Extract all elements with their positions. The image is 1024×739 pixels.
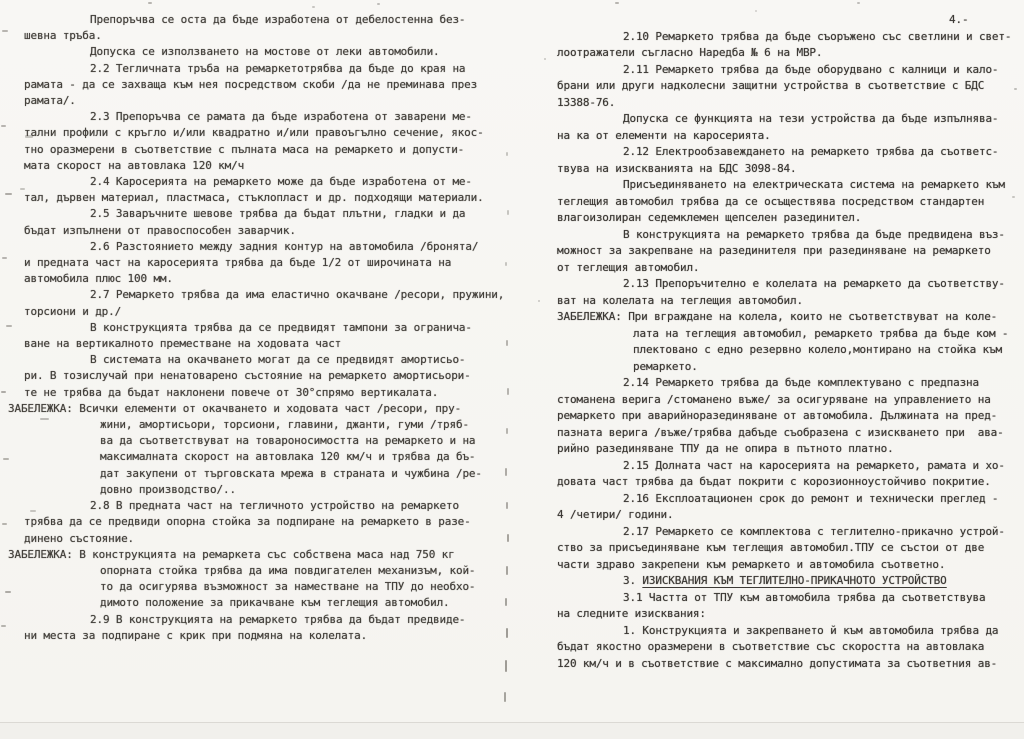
scan-speck <box>980 120 982 122</box>
text-line: 2.11 Ремаркето трябва да бъде оборудвано с калници и кало- <box>623 62 999 76</box>
text-line: и предната част на каросерията трябва да бъде 1/2 от широчината на <box>24 256 452 270</box>
text-line: Присъединяването на електрическата система на ремаркето към <box>623 178 1005 191</box>
section-heading <box>557 573 1015 590</box>
heading-number: 3. <box>623 574 643 587</box>
scan-speck <box>505 660 507 672</box>
text-line: твува на изискванията на БДС 3098-84. <box>557 161 797 175</box>
text-line: стоманена верига /стоманено въже/ за осигуряване на управлението на <box>557 392 991 406</box>
text-line: можност за закрепване на разединителя при разединяване на ремаркето <box>557 244 991 257</box>
scan-speck <box>507 534 509 542</box>
text-line: опорната стойка трябва да има повдигателен механизъм, кой- <box>100 563 476 577</box>
text-line: торсиони и др./ <box>24 304 122 318</box>
scan-speck <box>30 510 36 512</box>
text-line: ство за присъединяване към теглещия автомобил.ТПУ се състои от две <box>557 541 985 554</box>
text-line: на ка от елементи на каросерията. <box>557 128 771 142</box>
scan-speck <box>5 591 11 593</box>
scan-speck <box>1 391 6 393</box>
text-line: 2.16 Експлоатационен срок до ремонт и технически преглед - <box>623 491 999 505</box>
scan-speck <box>1 125 6 127</box>
right-page-text-block <box>557 12 1015 672</box>
text-line: шевна тръба. <box>24 29 102 43</box>
scan-speck <box>40 418 49 420</box>
scan-speck <box>6 325 12 327</box>
text-line: максималната скорост на автовлака 120 км/ч и трябва да бъ- <box>100 450 476 464</box>
text-line: В системата на окачването могат да се предвидят амортисьо- <box>90 353 466 367</box>
scan-speck <box>505 598 507 606</box>
scan-speck <box>2 30 8 32</box>
text-line: 2.6 Разстоянието между задния контур на автомобила /бронята/ <box>90 239 479 253</box>
text-line: дат закупени от търговската мрежа в страната и чужбина /ре- <box>100 466 482 480</box>
text-line: ЗАБЕЛЕЖКА: При вграждане на колела, които не съответствуват на коле- <box>557 310 998 323</box>
scan-speck <box>20 188 25 190</box>
text-line: плектовано с едно резервно колело,монтирано на стойка към <box>633 343 1002 356</box>
text-line: жини, амортисьори, торсиони, главини, джанти, гуми /тряб- <box>100 418 469 432</box>
scan-speck <box>507 388 509 395</box>
scan-speck <box>538 300 540 302</box>
text-line: рийно разединяване ТПУ да не опира в пътното платно. <box>557 442 894 455</box>
scan-speck <box>505 262 507 266</box>
text-line: ват на колелата на теглещия автомобил. <box>557 293 803 307</box>
scan-speck <box>506 152 508 156</box>
text-line: мата скорост на автовлака 120 км/ч <box>24 158 245 172</box>
text-line: 2.14 Ремаркето трябва да бъде комплектувано с предпазна <box>623 376 979 389</box>
scan-speck <box>857 2 860 4</box>
text-line: Допуска се използването на мостове от леки автомобили. <box>90 45 440 59</box>
text-line: 2.13 Препоръчително е колелата на ремаркето да съответству- <box>623 277 1005 290</box>
text-line: 2.17 Ремаркето се комплектова с теглително-прикачно устрой- <box>623 524 1005 538</box>
text-line: пазната верига /въже/трябва дабъде съобразена с изискването при ава- <box>557 425 1004 439</box>
text-line: 2.2 Тегличната тръба на ремаркетотрябва да бъде до края на <box>90 61 466 75</box>
text-line: от теглещия автомобил. <box>557 260 700 274</box>
left-page-text-block <box>8 12 506 644</box>
text-line: ЗАБЕЛЕЖКА: В конструкцията на ремаркета със собствена маса над 750 кг <box>8 547 455 561</box>
text-line: лоотражатели съгласно Наредба № 6 на МВР. <box>557 46 823 59</box>
text-line: 2.9 В конструкцията на ремаркето трябва да бъдат предвиде- <box>90 612 466 626</box>
text-line: ва да съответствуват на товароносимостта на ремаркето и на <box>100 434 476 448</box>
scan-speck <box>507 210 509 215</box>
text-line: на следните изисквания: <box>557 607 706 620</box>
scan-speck <box>377 3 380 5</box>
text-line: 2.7 Ремаркето трябва да има еластично окачване /ресори, пружини, <box>90 288 505 302</box>
page-number: 4.- <box>949 13 969 26</box>
text-line: димото положение за прикачване към теглещия автомобил. <box>100 596 450 610</box>
scan-speck <box>1014 88 1017 90</box>
text-line: 2.15 Долната част на каросерията на ремаркето, рамата и хо- <box>623 458 1005 472</box>
scan-speck <box>506 566 508 575</box>
text-line: влагоизолиран седемклемен щепселен разединител. <box>557 211 862 224</box>
scan-speck <box>3 458 9 460</box>
scan-speck <box>5 193 12 195</box>
scan-speck <box>544 58 546 60</box>
scan-speck <box>25 135 33 138</box>
text-line: тно оразмерени в съответствие с пълната маса на ремаркето и допусти- <box>24 142 465 156</box>
text-line: 2.8 В предната част на тегличното устройство на ремаркето <box>90 499 459 513</box>
text-line: 1. Конструкцията и закрепването й към автомобила трябва да <box>623 623 999 637</box>
text-line: рамата/. <box>24 94 76 108</box>
text-line: брани или други надколесни защитни устройства в съответствие с БДС <box>557 79 985 92</box>
text-line: те не трябва да бъдат наклонени повече от 30°спрямо вертикалата. <box>24 385 439 399</box>
text-line: 2.5 Заваръчните шевове трябва да бъдат плътни, гладки и да <box>90 207 466 221</box>
scan-speck <box>506 340 508 346</box>
scan-speck <box>506 428 508 434</box>
text-line: лата на теглещия автомобил, ремаркето трябва да бъде ком - <box>633 326 1009 340</box>
scan-speck <box>755 10 757 12</box>
text-line: ремаркето при аварийноразединяване от автомобила. Дължината на пред- <box>557 409 998 422</box>
text-line: 2.12 Електрообзавеждането на ремаркето трябва да съответс- <box>623 145 999 158</box>
text-line: ремаркето. <box>633 359 698 373</box>
text-line: то да осигурява възможност за наместване на ТПУ до необхо- <box>100 580 476 594</box>
text-line: 2.10 Ремаркето трябва да бъде съоръжено със светлини и свет- <box>623 29 1012 43</box>
scan-speck <box>2 523 7 525</box>
text-line: 3.1 Частта от ТПУ към автомобила трябва да съответствува <box>623 590 986 604</box>
scan-speck <box>2 257 7 259</box>
text-line: рамата - да се захваща към нея посредством скоби /да не преминава през <box>24 77 478 91</box>
text-line: динено състояние. <box>24 531 135 545</box>
text-line: ЗАБЕЛЕЖКА: Всички елементи от окачването и ходовата част /ресори, пру- <box>8 401 462 415</box>
text-line: довата част трябва да бъдат покрити с корозионноустойчиво покритие. <box>557 475 991 488</box>
scanner-edge-strip <box>0 722 1024 739</box>
text-line: 2.4 Каросерията на ремаркето може да бъде изработена от ме- <box>90 175 472 189</box>
scan-speck <box>615 2 619 4</box>
text-line: Допуска се функцията на тези устройства да бъде изпълнява- <box>623 112 999 125</box>
text-line: ване на вертикалното преместване на ходовата част <box>24 337 342 351</box>
text-line: 4 /четири/ години. <box>557 508 674 521</box>
scan-speck <box>148 2 152 4</box>
heading-underlined-text: ИЗИСКВАНИЯ КЪМ ТЕГЛИТЕЛНО-ПРИКАЧНОТО УСТРОЙСТВО <box>642 574 947 587</box>
text-line: В конструкцията на ремаркето трябва да бъде предвидена въз- <box>623 227 1005 241</box>
scan-speck <box>312 6 315 8</box>
text-line: теглещия автомобил трябва да се осъществява посредством стандартен <box>557 194 985 208</box>
text-line: В конструкцията трябва да се предвидят тампони за огранича- <box>90 320 472 334</box>
text-line: тал, дървен материал, пластмаса, стъклопласт и др. подходящи материали. <box>24 191 484 205</box>
text-line: Препоръчва се оста да бъде изработена от дебелостенна без- <box>90 13 466 26</box>
scan-speck <box>1012 196 1015 198</box>
text-line: ни места за подпиране с крик при подмяна на колелата. <box>24 628 368 642</box>
scan-speck <box>504 692 506 702</box>
text-line: бъдат изпълнени от правоспособен заварчик. <box>24 223 296 237</box>
text-line: 13388-76. <box>557 95 616 109</box>
text-line: 2.3 Препоръчва се рамата да бъде изработена от заварени ме- <box>90 110 472 124</box>
text-line: довно производство/.. <box>100 482 236 496</box>
text-line: трябва да се предвиди опорна стойка за подпиране на ремаркето в разе- <box>24 515 471 529</box>
scan-speck <box>505 468 507 476</box>
text-line: автомобила плюс 100 мм. <box>24 272 173 286</box>
text-line: ри. В тозислучай при ненатоварено състояние на ремаркето амортисьори- <box>24 369 471 383</box>
text-line: 120 км/ч и в съответствие с максимално допустимата за съответния ав- <box>557 656 998 670</box>
text-line: тални профили с кръгло и/или квадратно и/или правоъгълно сечение, якос- <box>24 126 484 140</box>
scan-speck <box>506 502 508 509</box>
text-line: части здраво закрепени към ремаркето и автомобила съответно. <box>557 557 946 571</box>
scan-speck <box>1 625 6 627</box>
text-line: бъдат якостно оразмерени в съответствие със скоростта на автовлака <box>557 640 985 653</box>
scan-speck <box>506 628 508 638</box>
